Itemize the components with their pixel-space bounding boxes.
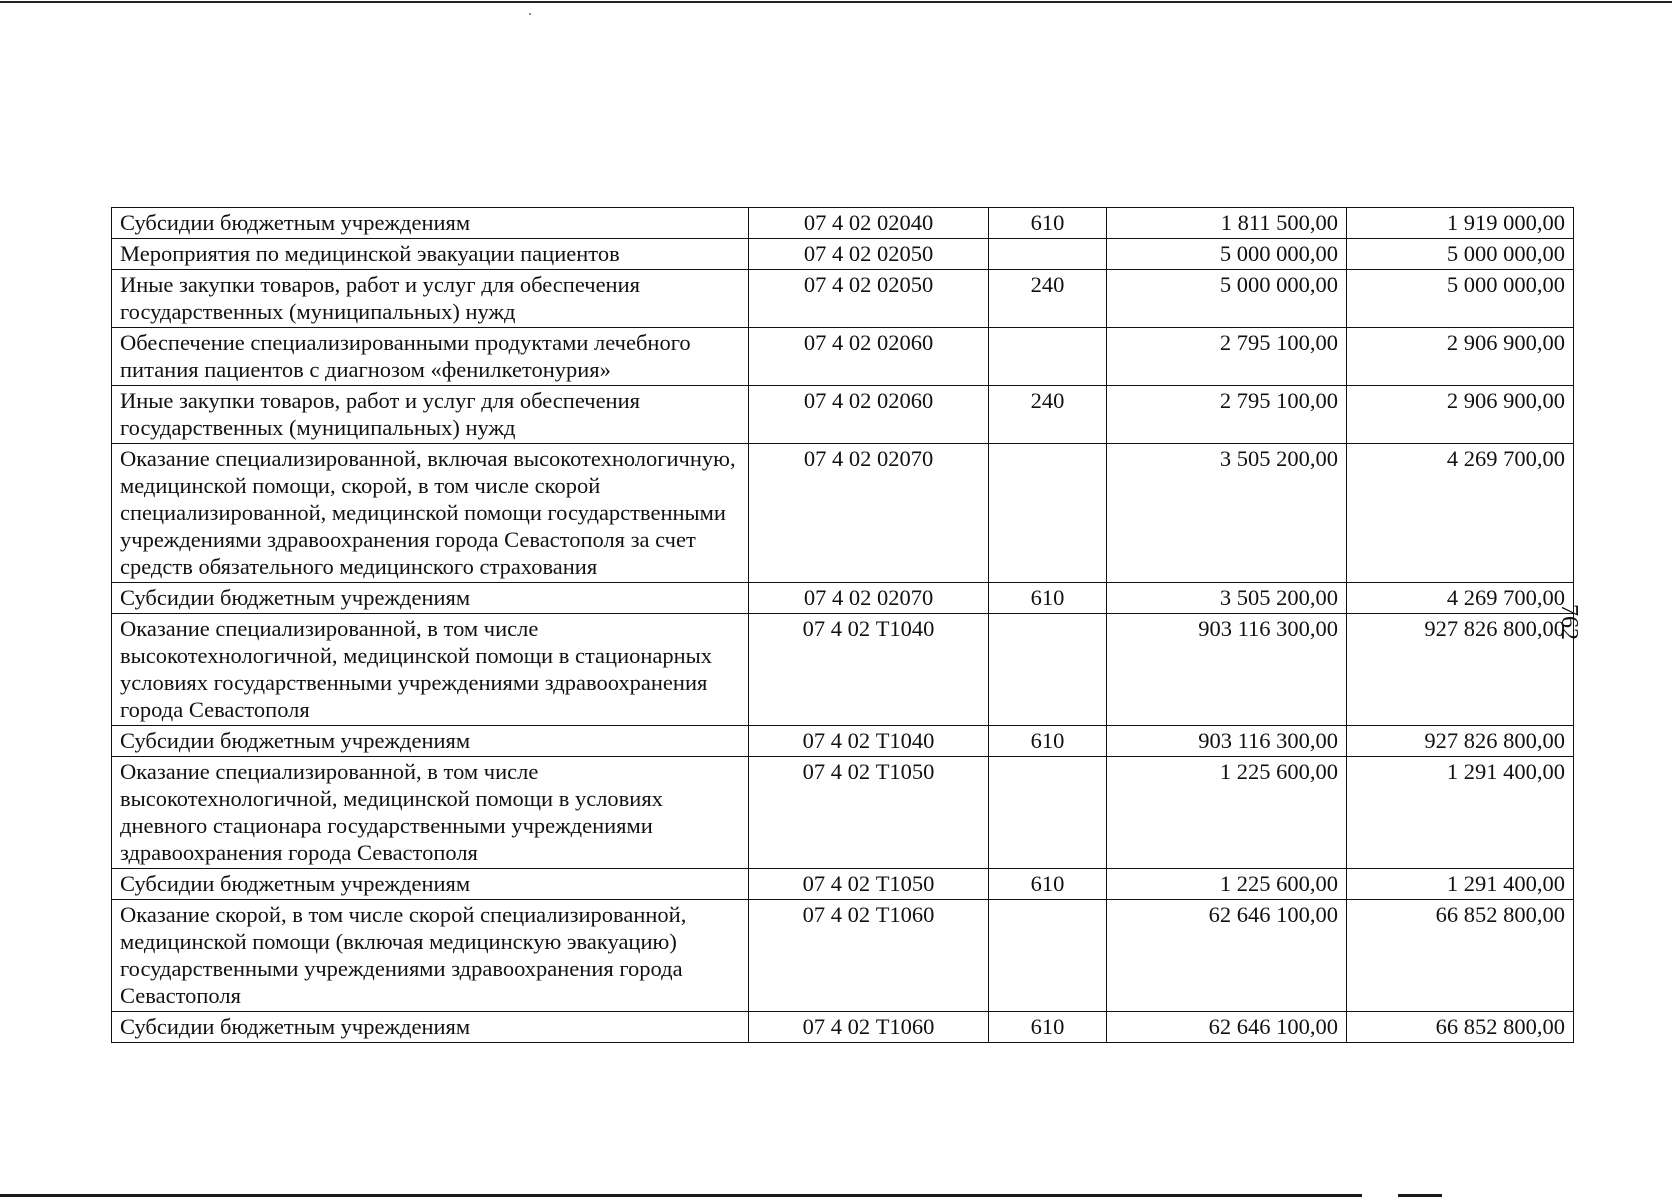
cell-amount-year-1: 1 811 500,00 (1107, 208, 1347, 239)
cell-target-article-code: 07 4 02 Т1050 (749, 757, 989, 869)
cell-expense-type-code: 240 (989, 270, 1107, 328)
cell-expense-type-code: 610 (989, 869, 1107, 900)
cell-amount-year-2: 4 269 700,00 (1347, 583, 1574, 614)
cell-expense-type-code: 610 (989, 726, 1107, 757)
cell-expense-name: Иные закупки товаров, работ и услуг для обеспечения государственных (муниципальных) нужд (112, 270, 749, 328)
cell-target-article-code: 07 4 02 Т1040 (749, 726, 989, 757)
cell-expense-type-code: 610 (989, 208, 1107, 239)
cell-amount-year-2: 1 291 400,00 (1347, 869, 1574, 900)
cell-target-article-code: 07 4 02 02060 (749, 386, 989, 444)
cell-target-article-code: 07 4 02 02050 (749, 239, 989, 270)
cell-expense-name: Субсидии бюджетным учреждениям (112, 726, 749, 757)
cell-target-article-code: 07 4 02 02040 (749, 208, 989, 239)
table-row (112, 726, 1574, 757)
cell-expense-type-code (989, 900, 1107, 1012)
cell-amount-year-2: 4 269 700,00 (1347, 444, 1574, 583)
scan-edge-bottom-fragment (1398, 1194, 1442, 1197)
cell-expense-name: Иные закупки товаров, работ и услуг для обеспечения государственных (муниципальных) нужд (112, 386, 749, 444)
cell-expense-type-code: 240 (989, 386, 1107, 444)
table-row (112, 270, 1574, 328)
cell-expense-name: Оказание специализированной, включая высокотехнологичную, медицинской помощи, скорой, в том числе скорой специализированной, медицинской помощи государственными учреждениями здравоохранения города Севастополя за счет средств обязательного медицинского страхования (112, 444, 749, 583)
scan-edge-top (0, 1, 1672, 3)
cell-expense-name: Оказание специализированной, в том числе высокотехнологичной, медицинской помощи в условиях дневного стационара государственными учреждениями здравоохранения города Севастополя (112, 757, 749, 869)
cell-amount-year-2: 1 291 400,00 (1347, 757, 1574, 869)
cell-amount-year-1: 3 505 200,00 (1107, 583, 1347, 614)
table-row (112, 386, 1574, 444)
table-row (112, 900, 1574, 1012)
cell-target-article-code: 07 4 02 02050 (749, 270, 989, 328)
cell-target-article-code: 07 4 02 02070 (749, 444, 989, 583)
cell-amount-year-1: 1 225 600,00 (1107, 869, 1347, 900)
cell-expense-name: Субсидии бюджетным учреждениям (112, 583, 749, 614)
cell-amount-year-1: 903 116 300,00 (1107, 614, 1347, 726)
budget-table (111, 207, 1574, 1043)
cell-expense-type-code (989, 757, 1107, 869)
cell-expense-type-code: 610 (989, 583, 1107, 614)
cell-expense-name: Оказание специализированной, в том числе высокотехнологичной, медицинской помощи в стационарных условиях государственными учреждениями здравоохранения города Севастополя (112, 614, 749, 726)
cell-target-article-code: 07 4 02 Т1040 (749, 614, 989, 726)
cell-expense-type-code (989, 444, 1107, 583)
cell-expense-type-code (989, 614, 1107, 726)
cell-expense-name: Обеспечение специализированными продуктами лечебного питания пациентов с диагнозом «фенилкетонурия» (112, 328, 749, 386)
cell-expense-type-code (989, 239, 1107, 270)
cell-amount-year-2: 5 000 000,00 (1347, 239, 1574, 270)
cell-target-article-code: 07 4 02 02060 (749, 328, 989, 386)
table-row (112, 208, 1574, 239)
table-row (112, 328, 1574, 386)
table-row (112, 583, 1574, 614)
cell-expense-type-code: 610 (989, 1012, 1107, 1043)
cell-amount-year-2: 5 000 000,00 (1347, 270, 1574, 328)
cell-target-article-code: 07 4 02 Т1060 (749, 1012, 989, 1043)
table-row (112, 239, 1574, 270)
cell-amount-year-1: 5 000 000,00 (1107, 239, 1347, 270)
cell-target-article-code: 07 4 02 02070 (749, 583, 989, 614)
cell-amount-year-2: 2 906 900,00 (1347, 328, 1574, 386)
cell-amount-year-1: 62 646 100,00 (1107, 1012, 1347, 1043)
scan-edge-bottom (0, 1194, 1362, 1197)
cell-target-article-code: 07 4 02 Т1060 (749, 900, 989, 1012)
scan-speck (529, 13, 531, 15)
cell-expense-name: Оказание скорой, в том числе скорой специализированной, медицинской помощи (включая медицинскую эвакуацию) государственными учреждениями здравоохранения города Севастополя (112, 900, 749, 1012)
table-row (112, 869, 1574, 900)
cell-expense-name: Субсидии бюджетным учреждениям (112, 208, 749, 239)
cell-expense-type-code (989, 328, 1107, 386)
cell-expense-name: Мероприятия по медицинской эвакуации пациентов (112, 239, 749, 270)
cell-expense-name: Субсидии бюджетным учреждениям (112, 869, 749, 900)
budget-table-body (112, 208, 1574, 1043)
cell-amount-year-2: 2 906 900,00 (1347, 386, 1574, 444)
cell-amount-year-1: 3 505 200,00 (1107, 444, 1347, 583)
table-row (112, 614, 1574, 726)
cell-amount-year-1: 2 795 100,00 (1107, 386, 1347, 444)
cell-amount-year-1: 5 000 000,00 (1107, 270, 1347, 328)
cell-amount-year-2: 927 826 800,00 (1347, 726, 1574, 757)
cell-amount-year-2: 66 852 800,00 (1347, 1012, 1574, 1043)
table-row (112, 757, 1574, 869)
cell-amount-year-2: 1 919 000,00 (1347, 208, 1574, 239)
table-row (112, 444, 1574, 583)
cell-amount-year-1: 2 795 100,00 (1107, 328, 1347, 386)
cell-amount-year-2: 66 852 800,00 (1347, 900, 1574, 1012)
cell-expense-name: Субсидии бюджетным учреждениям (112, 1012, 749, 1043)
cell-amount-year-1: 903 116 300,00 (1107, 726, 1347, 757)
table-row (112, 1012, 1574, 1043)
cell-amount-year-1: 62 646 100,00 (1107, 900, 1347, 1012)
cell-amount-year-1: 1 225 600,00 (1107, 757, 1347, 869)
page-number: 762 (1556, 604, 1582, 640)
cell-target-article-code: 07 4 02 Т1050 (749, 869, 989, 900)
cell-amount-year-2: 927 826 800,00 (1347, 614, 1574, 726)
